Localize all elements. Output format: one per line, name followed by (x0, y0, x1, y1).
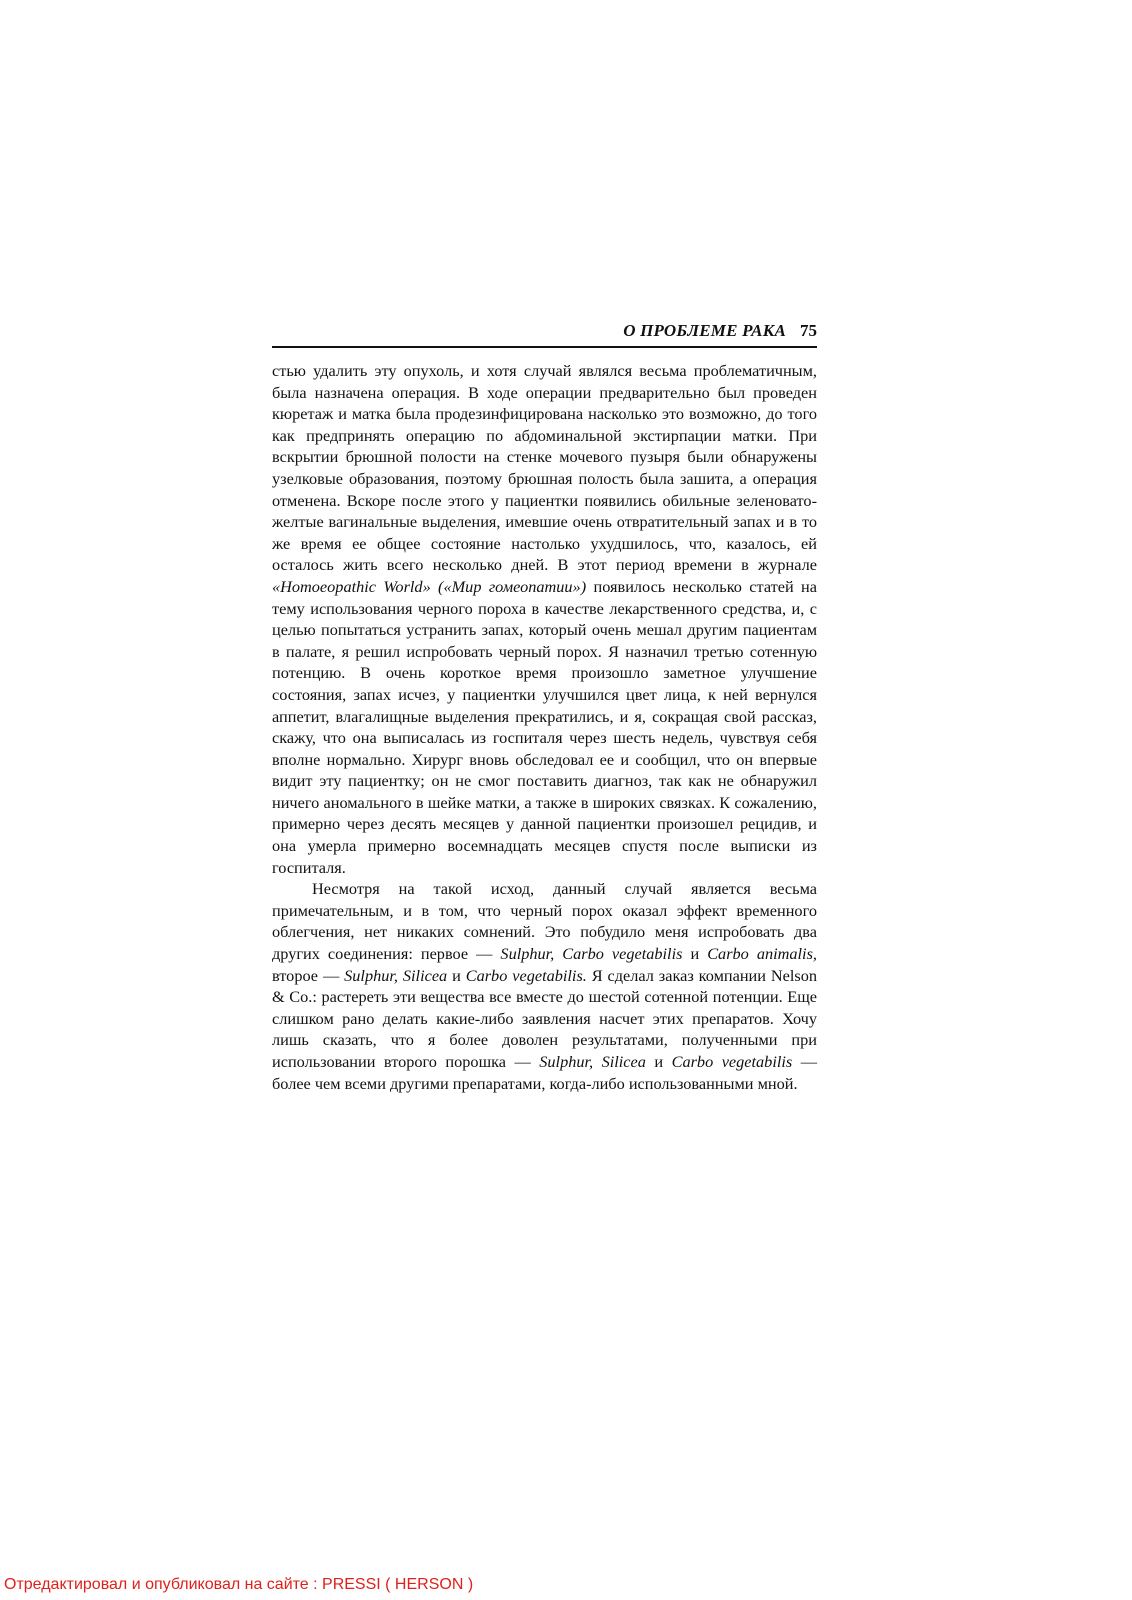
paragraph-2 (272, 878, 817, 1094)
paragraph-1-part-1: стью удалить эту опухоль, и хотя случай являлся весьма проблематичным, была назначена операция. В ходе операции предварительно был проведен кюретаж и матка была продезинфицирована насколько это возможно, до того как предпринять операцию по абдоминальной экстирпации матки. При вскрытии брюшной полости на стенке мочевого пузыря были обнаружены узелковые образования, поэтому брюшная полость была зашита, а операция отменена. Вскоре после этого у пациентки появились обильные зеленовато-желтые вагинальные выделения, имевшие очень отвратительный запах и в то же время ее общее состояние настолько ухудшилось, что, казалось, ей осталось жить всего несколько дней. В этот период времени в журнале (272, 361, 817, 575)
paragraph-2-part-4: — более чем всеми другими препаратами, когда-либо использованными мной. (272, 1052, 818, 1093)
paragraph-1-part-2: появилось несколько статей на тему использования черного пороха в качестве лекарственного средства, и, с целью попытаться устранить запах, который очень мешал другим пациентам в палате, я решил испробовать черный порох. Я назначил третью сотенную потенцию. В очень короткое время произошло заметное улучшение состояния, запах исчез, у пациентки улучшился цвет лица, к ней вернулся аппетит, влагалищные выделения прекратились, и я, сокращая свой рассказ, скажу, что она выписалась из госпиталя через шесть недель, чувствуя себя вполне нормально. Хирург вновь обследовал ее и сообщил, что он впервые видит эту пациентку; он не смог поставить диагноз, так как не обнаружил ничего аномального в шейке матки, а также в широких связках. К сожалению, примерно через десять месяцев у данной пациентки произошел рецидив, и она умерла примерно восемнадцать месяцев спустя после выписки из госпиталя. (272, 576, 817, 877)
body-text (272, 360, 817, 1094)
remedy-name: Carbo animalis, (707, 944, 817, 964)
paragraph-2-part-2: второе — (272, 965, 345, 985)
paragraph-2-part-1: Несмотря на такой исход, данный случай является весьма примечательным, и в том, что черный порох оказал эффект временного облегчения, нет никаких сомнений. Это побудило меня испробовать два других соединения: первое — (272, 879, 817, 964)
editor-credit-note: Отредактировал и опубликовал на сайте : PRESSI ( HERSON ) (4, 1576, 474, 1593)
remedy-name: Sulphur, Carbo vegetabilis (500, 944, 683, 964)
conjunction: и (645, 1052, 672, 1071)
running-head (272, 320, 817, 344)
remedy-name: Sulphur, Silicea (344, 965, 448, 985)
conjunction: и (682, 944, 708, 964)
paragraph-1 (272, 360, 817, 878)
conjunction: и (447, 965, 466, 985)
remedy-name: Carbo vegetabilis. (465, 965, 587, 985)
remedy-name: Sulphur, Silicea (539, 1052, 646, 1071)
book-page (272, 320, 817, 1094)
journal-title: «Homoeopathic World» («Мир гомеопатии») (272, 576, 587, 596)
page-number: 75 (800, 321, 817, 340)
paragraph-2-part-3: Я сделал заказ компании Nelson & Co.: растереть эти вещества все вместе до шестой сотенной потенции. Еще слишком рано делать какие-либо заявления насчет этих препаратов. Хочу лишь сказать, что я более доволен результатами, полученными при использовании второго порошка — (272, 965, 818, 1071)
running-head-title: О ПРОБЛЕМЕ РАКА (623, 321, 786, 340)
header-rule (272, 346, 817, 348)
remedy-name: Carbo vegetabilis (671, 1052, 793, 1071)
